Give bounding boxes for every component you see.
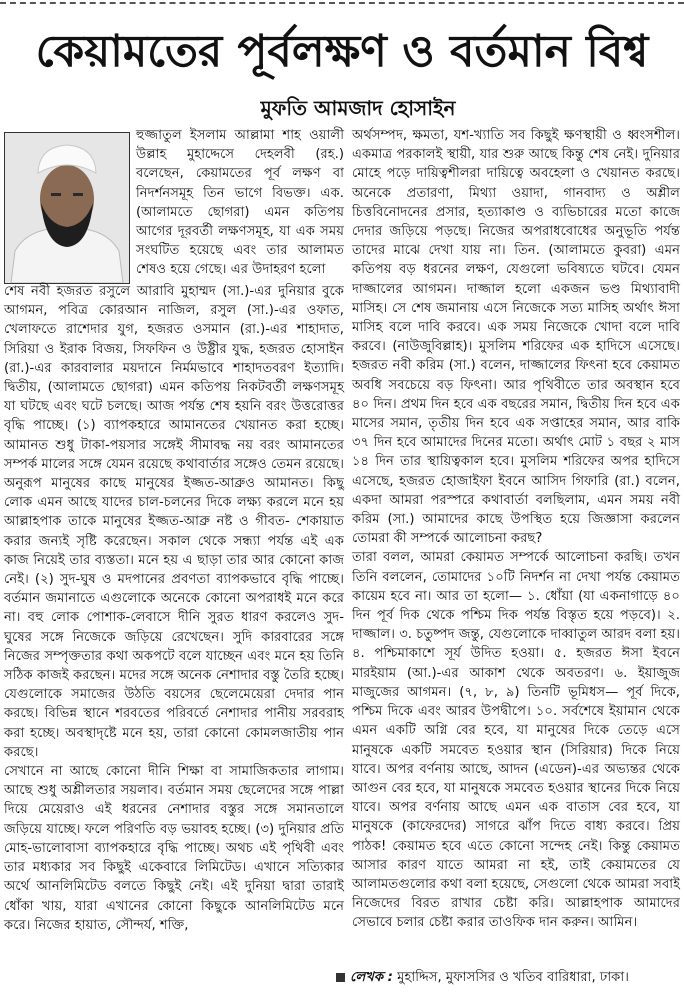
column-right (352, 126, 680, 933)
square-bullet-icon (336, 973, 345, 982)
paragraph: শেষ নবী হজরত রসুলে আরাবি মুহাম্মদ (সা.)-এর দুনিয়ার বুকে আগমন, পবিত্র কোরআন নাজিল, রসুল (সা.)-এর ওফাত, খেলাফতে রাশেদার যুগ, হজরত ওসমান (রা.)-এর শাহাদাত, সিরিয়া ও ইরাক বিজয়, সিফফিন ও উষ্ট্রীর যুদ্ধ, হজরত হোসাইন (রা.)-এর কারবালার ময়দানে নির্মমভাবে শাহাদতবরণ ইত্যাদি। দ্বিতীয়, (আলামতে ছোগরা) এমন কতিপয় নিকটবর্তী লক্ষণসমূহ যা ঘটছে এবং ঘটে চলছে। আজ পর্যন্ত শেষ হয়নি বরং উত্তরোত্তর বৃদ্ধি পাচ্ছে। (১) ব্যাপকহারে আমানতের খেয়ানত করা হচ্ছে। আমানত শুধু টাকা-পয়সার সঙ্গেই সীমাবদ্ধ নয় বরং আমানতের সম্পর্ক মালের সঙ্গে যেমন রয়েছে কথাবার্তার সঙ্গেও তেমন রয়েছে। অনুরূপ মানুষের কাছে মানুষের ইজ্জত-আব্রুও আমানত। কিছু লোক এমন আছে যাদের চাল-চলনের দিকে লক্ষ্য করলে মনে হয় আল্লাহপাক তাকে মানুষের ইজ্জত-আব্রু নষ্ট ও গীবত- শেকায়াত করার জন্যই সৃষ্টি করেছেন। সকাল থেকে সন্ধ্যা পর্যন্ত এই এক কাজ নিয়েই তার ব্যস্ততা। মনে হয় এ ছাড়া তার আর কোনো কাজ নেই। (২) সুদ-ঘুষ ও মদপানের প্রবণতা ব্যাপকভাবে বৃদ্ধি পাচ্ছে। বর্তমান জমানাতে এগুলোকে অনেকে কোনো অপরাধই মনে করে না। বহু লোক পোশাক-লেবাসে দীনি সুরত ধারণ করলেও সুদ-ঘুষের সঙ্গে নিজেকে জড়িয়ে রেখেছেন। সুদি কারবারের সঙ্গে নিজের সম্পৃক্ততার কথা অকপটে বলে যাচ্ছেন এবং মনে হয় তিনি সঠিক কাজই করছেন। মদের সঙ্গে অনেক নেশাদার বস্তু তৈরি হচ্ছে। যেগুলোকে সমাজের উঠতি বয়সের ছেলেমেয়েরা দেদার পান করছে। বিভিন্ন স্থানে শরবতের পরিবর্তে নেশাদার পানীয় সরবরাহ করা হচ্ছে। অবস্থাদৃষ্টে মনে হয়, তারা কোনো কোমলজাতীয় পান করছে। (4, 284, 344, 760)
column-left-top (136, 126, 344, 280)
paragraph: তারা বলল, আমরা কেয়ামত সম্পর্কে আলোচনা করছি। তখন তিনি বললেন, তোমাদের ১০টি নিদর্শন না দেখা পর্যন্ত কেয়ামত কায়েম হবে না। আর তা হলো— ১. ধোঁয়া (যা একনাগাড়ে ৪০ দিন পূর্ব দিক থেকে পশ্চিম দিক পর্যন্ত বিস্তৃত হয়ে পড়বে)। ২. দাজ্জাল। ৩. চতুষ্পদ জন্তু, যেগুলোকে দাব্বাতুল আরদ বলা হয়। ৪. পশ্চিমাকাশে সূর্য উদিত হওয়া। ৫. হজরত ঈসা ইবনে মারইয়াম (আ.)-এর আকাশ থেকে অবতরণ। ৬. ইয়াজুজ মাজুজের আগমন। (৭, ৮, ৯) তিনটি ভূমিধস— পূর্ব দিকে, পশ্চিম দিকে এবং আরব উপদ্বীপে। ১০. সর্বশেষে ইয়ামান থেকে এমন একটি অগ্নি বের হবে, যা মানুষের দিকে তেড়ে এসে মানুষকে একটি সমবেত হওয়ার স্থান (সিরিয়ার) দিকে নিয়ে যাবে। অপর বর্ণনায় আছে, আদন (এডেন)-এর অভ্যন্তর থেকে আগুন বের হবে, যা মানুষকে সমবেত হওয়ার স্থানের দিকে নিয়ে যাবে। অপর বর্ণনায় আছে এমন এক বাতাস বের হবে, যা মানুষকে (কাফেরদের) সাগরে ঝাঁপ দিতে বাধ্য করবে। প্রিয় পাঠক! কেয়ামত হবে এতে কোনো সন্দেহ নেই। কিন্তু কেয়ামত আসার কারণ যাতে আমরা না হই, তাই কেয়ামতের যে আলামতগুলোর কথা বলা হয়েছে, সেগুলো থেকে আমরা সবাই নিজেদের বিরত রাখার চেষ্টা করি। আল্লাহপাক আমাদের সেভাবে চলার চেষ্টা করার তাওফিক দান করুন। আমিন। (352, 550, 680, 931)
paragraph: অর্থসম্পদ, ক্ষমতা, যশ-খ্যাতি সব কিছুই ক্ষণস্থায়ী ও ধ্বংসশীল। একমাত্র পরকালই স্থায়ী, যার শুরু আছে কিন্তু শেষ নেই। দুনিয়ার মোহে পড়ে দায়িত্বশীলরা দায়িত্বে অবহেলা ও খেয়ানত করছে। অনেকে প্রতারণা, মিথ্যা ওয়াদা, গানবাদ্য ও অশ্লীল চিত্তবিনোদনের প্রসার, হত্যাকাণ্ড ও ব্যভিচারের মতো কাজে দেদার জড়িয়ে পড়ছে। নিজের অপরাধবোধের অনুভূতি পর্যন্ত তাদের মাঝে দেখা যায় না। তিন. (আলামতে কুবরা) এমন কতিপয় বড় ধরনের লক্ষণ, যেগুলো ভবিষ্যতে ঘটবে। যেমন দাজ্জালের আগমন। দাজ্জাল হলো একজন ভণ্ড মিথ্যাবাদী মাসিহ। সে শেষ জমানায় এসে নিজেকে সত্য মাসিহ অর্থাৎ ঈসা মাসিহ বলে দাবি করবে। এক সময় নিজেকে খোদা বলে দাবি করবে। (নাউজুবিল্লাহ)। মুসলিম শরিফের এক হাদিসে এসেছে। হজরত নবী করিম (সা.) বলেন, দাজ্জালের ফিৎনা হবে কেয়ামত অবধি সবচেয়ে বড় ফিৎনা। আর পৃথিবীতে তার অবস্থান হবে ৪০ দিন। প্রথম দিন হবে এক বছরের সমান, দ্বিতীয় দিন হবে এক মাসের সমান, তৃতীয় দিন হবে এক সপ্তাহের সমান, আর বাকি ৩৭ দিন হবে আমাদের দিনের মতো। অর্থাৎ মোট ১ বছর ২ মাস ১৪ দিন তার স্থায়িত্বকাল হবে। মুসলিম শরিফের অপর হাদিসে এসেছে, হজরত হোজাইফা ইবনে আসিদ গিফারি (রা.) বলেন, একদা আমরা পরস্পরে কথাবার্তা বলছিলাম, এমন সময় নবী করিম (সা.) আমাদের কাছে উপস্থিত হয়ে জিজ্ঞাসা করলেন তোমরা কী সম্পর্কে আলোচনা করছ? (352, 128, 680, 547)
author-portrait (4, 132, 130, 284)
top-dashed-rule (0, 2, 684, 4)
paragraph: হুজ্জাতুল ইসলাম আল্লামা শাহ ওয়ালী উল্লাহ মুহাদ্দেসে দেহলবী (রহ.) বলেছেন, কেয়ামতের পূর্ব লক্ষণ বা নিদর্শনসমূহ তিন ভাগে বিভক্ত। এক. (আলামতে ছোগরা) এমন কতিপয় আগের দূরবর্তী লক্ষণসমূহ, যা এক সময় সংঘটিত হয়েছে এবং তার আলামত শেষও হয়ে গেছে। এর উদাহরণ হলো (136, 128, 344, 278)
author-portrait-icon (5, 133, 129, 283)
paragraph: সেখানে না আছে কোনো দীনি শিক্ষা বা সামাজিকতার লাগাম। আছে শুধু অশ্লীলতার সয়লাব। বর্তমান সময় ছেলেদের সঙ্গে পাল্লা দিয়ে মেয়েরাও এই ধরনের নেশাদার বস্তুর সঙ্গে সমানতালে জড়িয়ে যাচ্ছে। ফলে পরিণতি বড় ভয়াবহ হচ্ছে। (৩) দুনিয়ার প্রতি মোহ-ভালোবাসা ব্যাপকহারে বৃদ্ধি পাচ্ছে। অথচ এই পৃথিবী এবং তার মধ্যকার সব কিছুই একেবারে লিমিটেড। এখানে সত্যিকার অর্থে আনলিমিটেড বলতে কিছুই নেই। এই দুনিয়া দ্বারা তারাই ধোঁকা খায়, যারা এখানের কোনো কিছুকে আনলিমিটেড মনে করে। নিজের হায়াত, সৌন্দর্য, শক্তি, (4, 764, 344, 933)
author-signature (336, 968, 680, 987)
signature-label: লেখক : (350, 970, 393, 985)
author-byline: মুফতি আমজাদ হোসাইন (260, 96, 456, 120)
signature-text: মুহাদ্দিস, মুফাসসির ও খতিব বারিধারা, ঢাকা। (397, 970, 629, 985)
article-title: কেয়ামতের পূর্বলক্ষণ ও বর্তমান বিশ্ব (35, 26, 649, 77)
column-left-bottom (4, 282, 344, 935)
